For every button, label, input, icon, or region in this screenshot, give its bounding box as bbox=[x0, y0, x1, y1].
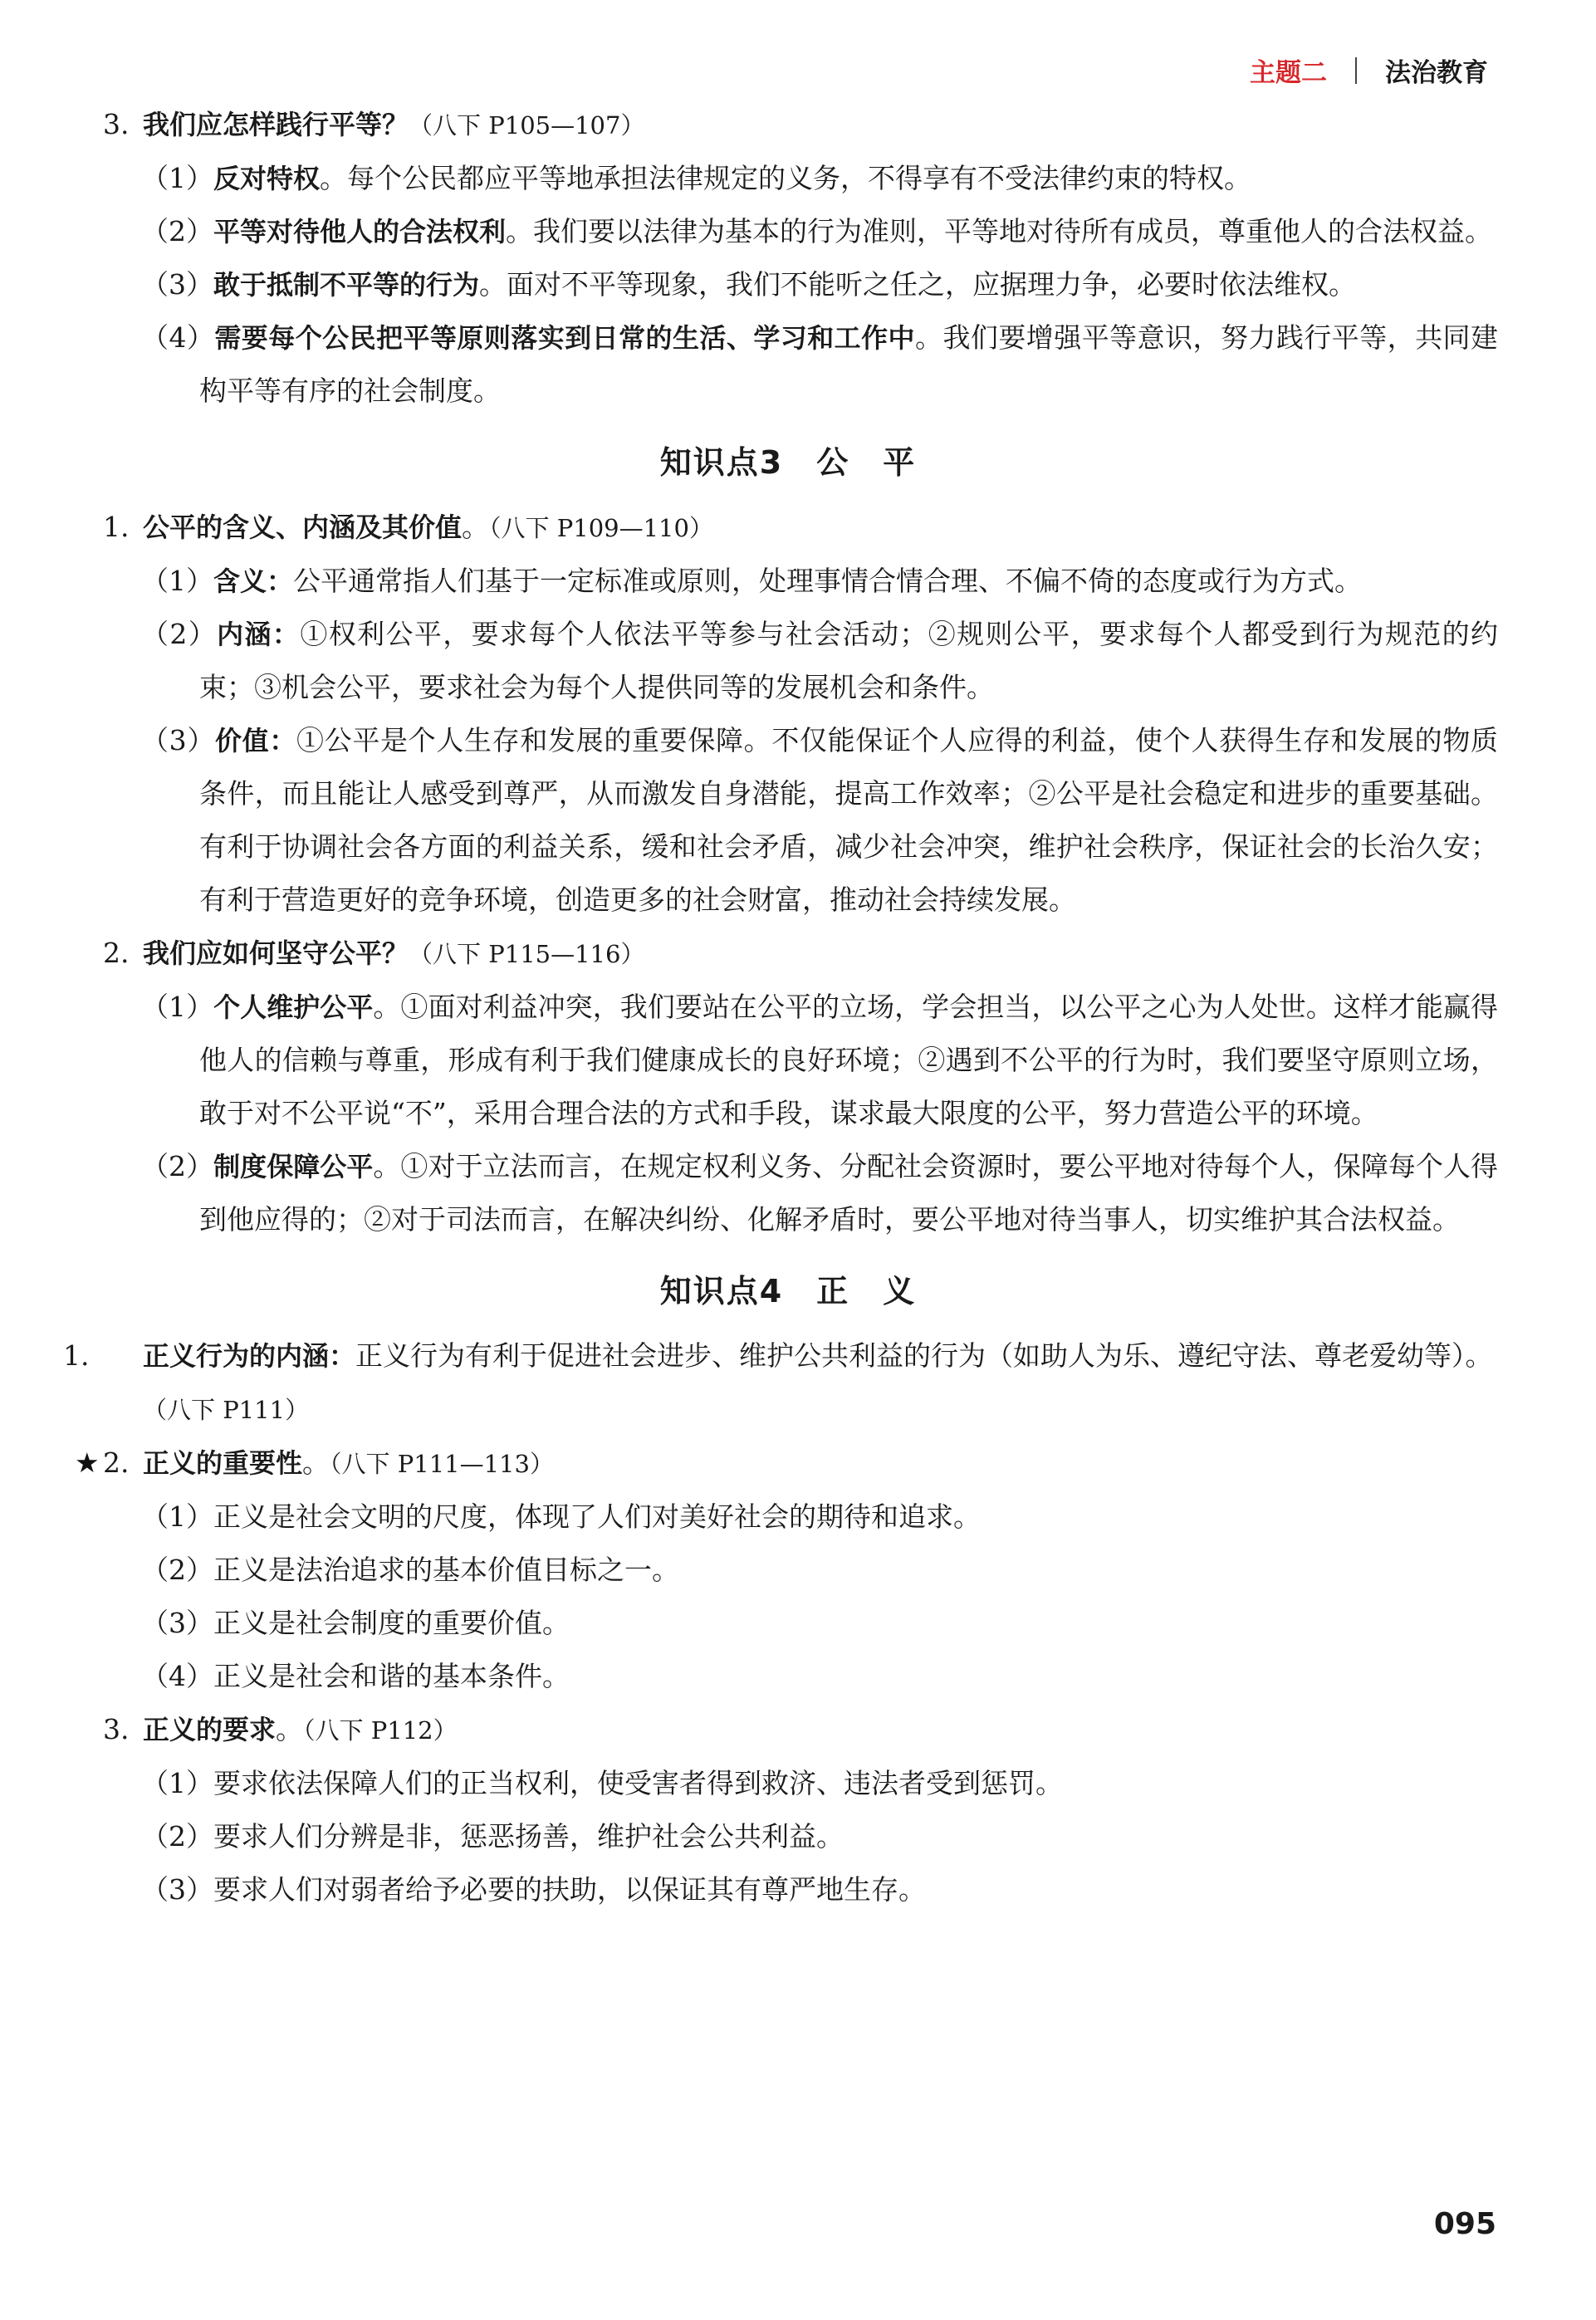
section-heading-kp3: 知识点3 公 平 bbox=[659, 444, 917, 481]
list-item: （2）制度保障公平。①对于立法而言，在规定权利义务、分配社会资源时，要公平地对待每个人，保障每个人得到他应得的；②对于司法而言，在解决纠纷、化解矛盾时，要公平地对待当事人，切实维护其合法权益。 bbox=[141, 1150, 1498, 1236]
question-heading: 3. 我们应怎样践行平等？（八下 P105—107） bbox=[103, 108, 645, 140]
list-item: （1）个人维护公平。①面对利益冲突，我们要站在公平的立场，学会担当，以公平之心为人处世。这样才能赢得他人的信赖与尊重，形成有利于我们健康成长的良好环境；②遇到不公平的行为时，我们要坚守原则立场，敢于对不公平说“不”，采用合理合法的方式和手段，谋求最大限度的公平，努力营造公平的环境。 bbox=[141, 991, 1498, 1129]
question-heading: 1. 正义行为的内涵：正义行为有利于促进社会进步、维护公共利益的行为（如助人为乐、遵纪守法、尊老爱幼等）。（八下 P111） bbox=[63, 1339, 1493, 1424]
list-item: （1）要求依法保障人们的正当权利，使受害者得到救济、违法者受到惩罚。 bbox=[141, 1767, 1063, 1799]
list-item: （3）敢于抵制不平等的行为。面对不平等现象，我们不能听之任之，应据理力争，必要时依法维权。 bbox=[141, 268, 1357, 301]
list-item: （2）平等对待他人的合法权利。我们要以法律为基本的行为准则，平等地对待所有成员，尊重他人的合法权益。 bbox=[141, 215, 1493, 247]
list-item: （2）内涵：①权利公平，要求每个人依法平等参与社会活动；②规则公平，要求每个人都受到行为规范的约束；③机会公平，要求社会为每个人提供同等的发展机会和条件。 bbox=[141, 618, 1499, 703]
page-header bbox=[1250, 51, 1488, 89]
question-heading: 2. 我们应如何坚守公平？（八下 P115—116） bbox=[103, 937, 645, 969]
header-topic: 主题二 bbox=[1250, 58, 1327, 88]
question-heading: 3. 正义的要求。（八下 P112） bbox=[103, 1713, 458, 1745]
question-heading: 1. 公平的含义、内涵及其价值。（八下 P109—110） bbox=[103, 511, 713, 543]
list-item: （4）需要每个公民把平等原则落实到日常的生活、学习和工作中。我们要增强平等意识，努力践行平等，共同建构平等有序的社会制度。 bbox=[141, 321, 1498, 407]
list-item: （3）价值：①公平是个人生存和发展的重要保障。不仅能保证个人应得的利益，使个人获得生存和发展的物质条件，而且能让人感受到尊严，从而激发自身潜能，提高工作效率；②公平是社会稳定和进步的重要基础。有利于协调社会各方面的利益关系，缓和社会矛盾，减少社会冲突，维护社会秩序，保证社会的长治久安；有利于营造更好的竞争环境，创造更多的社会财富，推动社会持续发展。 bbox=[141, 724, 1498, 916]
list-item: （2）要求人们分辨是非，惩恶扬善，维护社会公共利益。 bbox=[141, 1820, 844, 1853]
list-item: （3）正义是社会制度的重要价值。 bbox=[141, 1607, 570, 1639]
page-content bbox=[63, 98, 1499, 1916]
question-heading: ★ 2. 正义的重要性。（八下 P111—113） bbox=[103, 1437, 1498, 1490]
list-item: （1）正义是社会文明的尺度，体现了人们对美好社会的期待和追求。 bbox=[141, 1500, 981, 1533]
list-item: （3）要求人们对弱者给予必要的扶助，以保证其有尊严地生存。 bbox=[141, 1873, 926, 1906]
header-topic-name: 法治教育 bbox=[1385, 58, 1488, 88]
list-item: （2）正义是法治追求的基本价值目标之一。 bbox=[141, 1554, 679, 1586]
section-heading-kp4: 知识点4 正 义 bbox=[659, 1273, 917, 1309]
list-item: （1）含义：公平通常指人们基于一定标准或原则，处理事情合情合理、不偏不倚的态度或行为方式。 bbox=[141, 565, 1363, 597]
list-item: （1）反对特权。每个公民都应平等地承担法律规定的义务，不得享有不受法律约束的特权。 bbox=[141, 162, 1252, 194]
header-divider bbox=[1355, 57, 1357, 84]
star-icon: ★ bbox=[75, 1446, 100, 1479]
page-number: 095 bbox=[1433, 2207, 1496, 2241]
list-item: （4）正义是社会和谐的基本条件。 bbox=[141, 1660, 570, 1692]
